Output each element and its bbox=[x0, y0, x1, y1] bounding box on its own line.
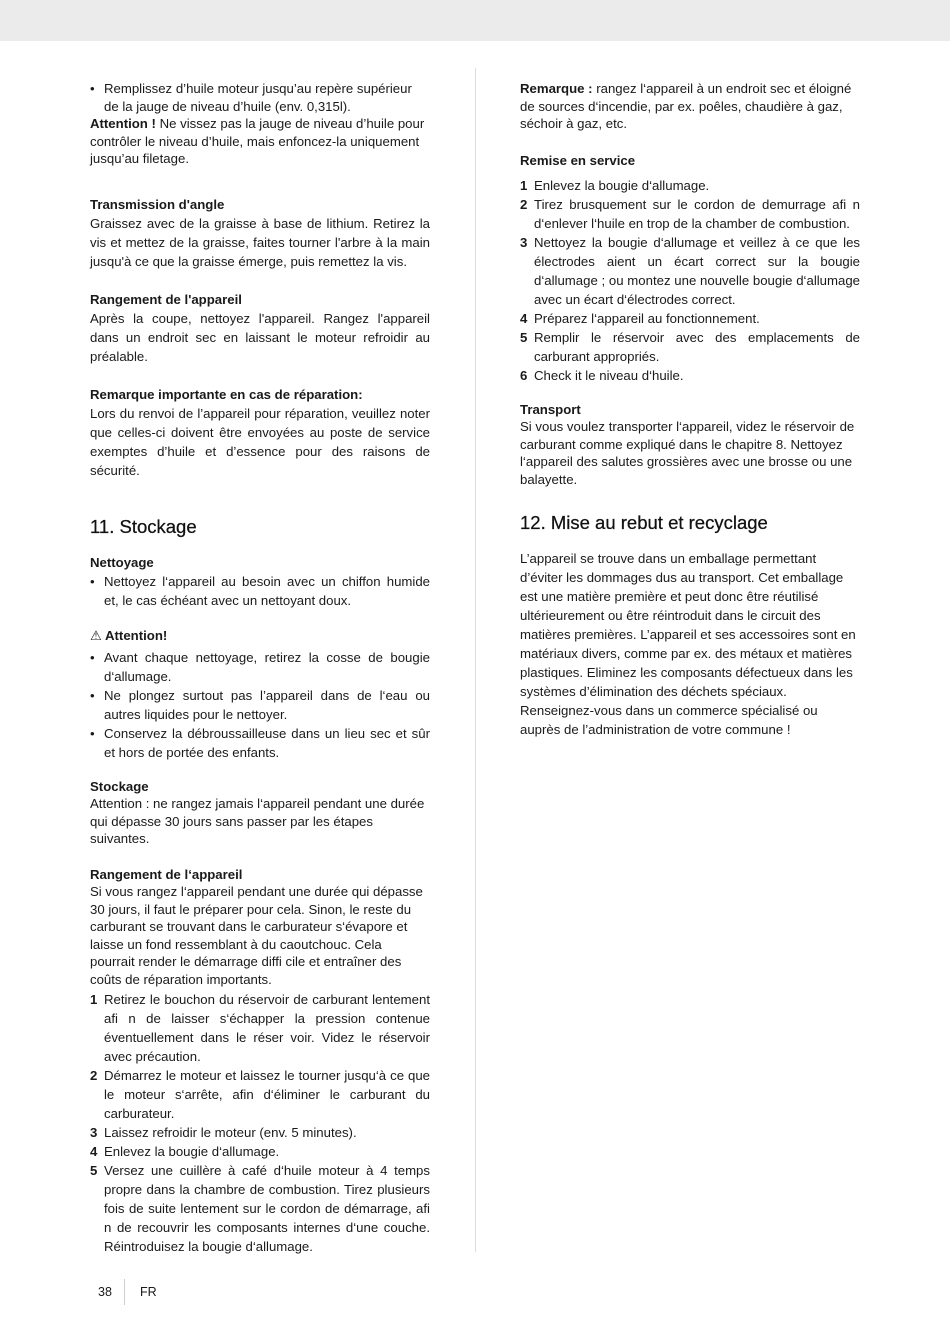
section-12-title: 12. Mise au rebut et recyclage bbox=[520, 512, 768, 533]
remise-step: 4 Préparez l‘appareil au fonctionnement. bbox=[520, 310, 760, 326]
right-column bbox=[520, 80, 860, 739]
footer-divider bbox=[124, 1279, 125, 1305]
remarque-note bbox=[520, 80, 860, 133]
transmission-title: Transmission d'angle bbox=[90, 196, 225, 212]
attention-bullet: • Ne plongez surtout pas l’appareil dans de l‘eau ou autres liquides pour le nettoyer. bbox=[90, 686, 430, 724]
repair-note-title: Remarque importante en cas de réparation: bbox=[90, 386, 363, 402]
remise-step: 6 Check it le niveau d‘huile. bbox=[520, 367, 684, 383]
left-column bbox=[90, 80, 430, 1256]
transmission-text: Graissez avec de la graisse à base de lithium. Retirez la vis et mettez de la graisse, faites tourner l'arbre à la main jusqu'à ce que la graisse émerge, puis remettez la vis. bbox=[90, 215, 430, 269]
column-divider bbox=[475, 68, 476, 1252]
rangement-storage-title: Rangement de l‘appareil bbox=[90, 866, 243, 882]
remise-step: 5 Remplir le réservoir avec des emplacements de carburant appropriés. bbox=[520, 329, 860, 364]
repair-note-text: Lors du renvoi de l’appareil pour réparation, veuillez noter que celles-ci doivent être envoyées au poste de service exemptes d’huile et d’essence pour des raisons de sécurité. bbox=[90, 405, 430, 478]
rangement-storage-text: Si vous rangez l‘appareil pendant une durée qui dépasse 30 jours, il faut le préparer pour cela. Sinon, le reste du carburant se trouvant dans le carburateur s‘évapore et laisse un fond ressemblant à du caoutchouc. Cela pourrait render le démarrage diffi cile et entraîner des coûts de réparation importants. bbox=[90, 884, 423, 987]
remise-step: 3 Nettoyez la bougie d‘allumage et veillez à ce que les électrodes aient un écart correct sur la bougie d‘allumage ; ou montez une nouvelle bougie d‘allumage avec un écart d‘électrodes correct. bbox=[520, 234, 860, 307]
attention-text: Ne vissez pas la jauge de niveau d’huile pour contrôler le niveau d’huile, mais enfoncez-la uniquement jusqu’au filetage. bbox=[90, 116, 425, 166]
page-number: 38 bbox=[98, 1285, 112, 1299]
attention-label: Attention ! bbox=[90, 116, 156, 131]
warning-triangle-icon: ⚠ bbox=[90, 627, 102, 643]
storage-step: 1 Retirez le bouchon du réservoir de carburant lentement afi n de laisser s‘échapper la pression contenue éventuellement dans le réser voir. Videz le réservoir avec précaution. bbox=[90, 992, 430, 1064]
attention-note bbox=[90, 115, 430, 168]
storage-step: 5 Versez une cuillère à café d‘huile moteur à 4 temps propre dans la chambre de combustion. Tirez plusieurs fois de suite lentement sur le cordon de démarrage, afi n de recouvrir les composants internes d‘une couche. Réintroduisez la bougie d‘allumage. bbox=[90, 1163, 430, 1254]
nettoyage-bullet: • Nettoyez l‘appareil au besoin avec un chiffon humide et, le cas échéant avec un nettoyant doux. bbox=[90, 572, 430, 610]
page-footer bbox=[98, 1284, 157, 1300]
storage-step: 2 Démarrez le moteur et laissez le tourner jusqu‘à ce que le moteur s‘arrête, afin d‘éliminer le carburant du carburateur. bbox=[90, 1068, 430, 1121]
stockage-title: Stockage bbox=[90, 778, 149, 794]
transport-text: Si vous voulez transporter l‘appareil, videz le réservoir de carburant comme expliqué dans le chapitre 8. Nettoyez l‘appareil des salutes grossières avec une brosse ou une balayette. bbox=[520, 419, 855, 487]
storage-step: 3 Laissez refroidir le moteur (env. 5 minutes). bbox=[90, 1125, 357, 1140]
attention-bullet: • Avant chaque nettoyage, retirez la cosse de bougie d‘allumage. bbox=[90, 648, 430, 686]
language-code: FR bbox=[140, 1285, 157, 1299]
nettoyage-title: Nettoyage bbox=[90, 554, 154, 570]
top-band bbox=[0, 0, 950, 41]
section-11-title: 11. Stockage bbox=[90, 515, 197, 537]
transport-title: Transport bbox=[520, 401, 581, 417]
remise-step: 2 Tirez brusquement sur le cordon de demurrage afi n d‘enlever l‘huile en trop de la chamber de combustion. bbox=[520, 196, 860, 231]
stockage-text: Attention : ne rangez jamais l‘appareil pendant une durée qui dépasse 30 jours sans passer par les étapes suivantes. bbox=[90, 796, 425, 846]
recycling-text: L’appareil se trouve dans un emballage permettant d’éviter les dommages dus au transport. Cet emballage est une matière première et peut donc être réutilisé ultérieurement ou être réintroduit dans le circuit des matières premières. L’appareil et ses accessoires sont en matériaux divers, comme par ex. des métaux et matières plastiques. Eliminez les composants défectueux dans les systèmes d’élimination des déchets spéciaux. Renseignez-vous dans un commerce spécialisé ou auprès de l’administration de votre commune ! bbox=[520, 551, 856, 737]
attention-bullet: • Conservez la débroussailleuse dans un lieu sec et sûr et hors de portée des enfants. bbox=[90, 724, 430, 762]
fill-oil-bullet: • Remplissez d’huile moteur jusqu’au repère supérieur de la jauge de niveau d’huile (env. 0,315l). bbox=[90, 80, 430, 115]
remise-step: 1 Enlevez la bougie d‘allumage. bbox=[520, 177, 710, 193]
remarque-text: rangez l‘appareil à un endroit sec et éloigné de sources d‘incendie, par ex. poêles, chaudière à gaz, séchoir à gaz, etc. bbox=[520, 81, 852, 131]
storage-step: 4 Enlevez la bougie d‘allumage. bbox=[90, 1144, 280, 1159]
rangement-text: Après la coupe, nettoyez l'appareil. Rangez l'appareil dans un endroit sec en laissant le moteur refroidir au préalable. bbox=[90, 310, 430, 364]
attention-title: Attention! bbox=[105, 627, 168, 643]
remarque-label: Remarque : bbox=[520, 81, 593, 96]
rangement-title: Rangement de l'appareil bbox=[90, 291, 242, 307]
attention-heading bbox=[90, 626, 430, 645]
remise-title: Remise en service bbox=[520, 152, 636, 168]
